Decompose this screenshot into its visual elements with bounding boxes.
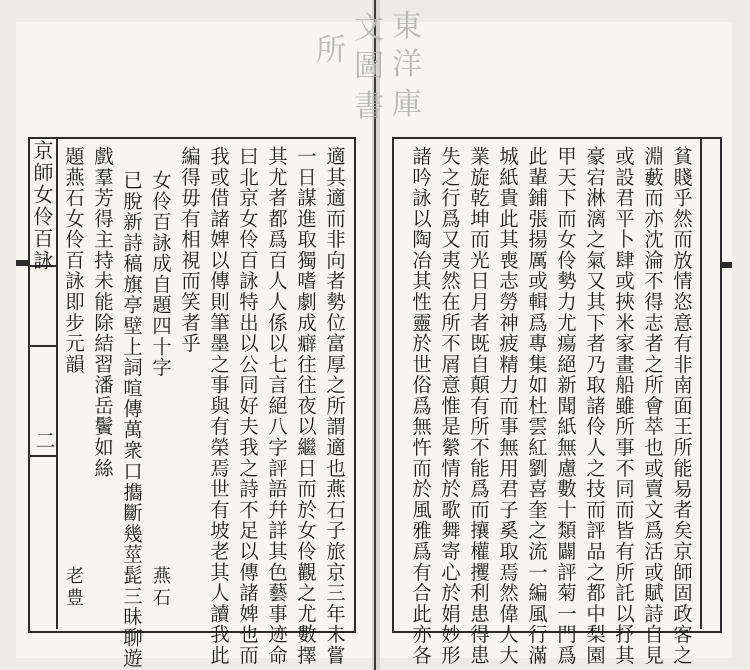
page-tab-mark [16, 260, 28, 266]
text-column: 豪宕淋漓之氣又其下者乃取諸伶人之技而評品之都中梨園 [583, 146, 606, 666]
text-column: 我或借諸婢以傳則筆墨之事與有榮焉世有坡老其人讀我此 [207, 146, 230, 666]
seal-char: 書 [354, 89, 384, 124]
text-column: 題燕石女伶百詠即步元韻 [62, 146, 85, 375]
text-column: 適其適而非向者勢位富厚之所謂適也燕石子旅京三年未嘗 [323, 146, 346, 666]
text-column: 其尤者都爲百人人係以七言絕八字評語幷詳其色藝事迹命 [265, 146, 288, 666]
text-column: 甲天下而女伶勢力尤瘍絕新聞紙無慮數十類闢評菊一門爲 [554, 146, 577, 666]
title-divider [28, 455, 58, 457]
text-column: 淵藪而亦沈淪不得志者之所會萃也或賣文爲活或賦詩自見 [641, 146, 664, 666]
text-column: 曰北京女伶百詠特出以公同好夫我之詩不足以傳諸婢也而 [236, 146, 259, 666]
text-column: 一日謀進取獨嗜劇成癖往往夜以繼日而於女伶觀之尤數擇 [294, 146, 317, 666]
book-title: 京師女伶百詠 [30, 140, 54, 272]
seal-char: 洋 [392, 47, 422, 82]
text-column: 貧賤乎然而放情恣意有非南面王所能易者矣京師固政客之 [670, 146, 693, 666]
text-column: 已脫新詩稿旗亭壁上詞喧傳萬衆口㩦斷幾莖髭三昧聊遊 [120, 170, 143, 669]
signature: 燕石 [150, 566, 171, 610]
seal-char: 東 [392, 9, 422, 44]
text-column: 城紙貴此其喪志勞神疲精力而事無用君子奚取焉然偉人大 [496, 146, 519, 666]
library-seal [310, 6, 428, 136]
page-tab-mark [720, 262, 732, 268]
title-column-rule [56, 137, 58, 629]
text-column: 或設君平卜肆或挾米家畫船雖所事不同而皆有所託以抒其 [612, 146, 635, 666]
seal-char: 圖 [354, 49, 384, 84]
seal-char: 庫 [392, 87, 422, 122]
text-column: 業旋乾坤而光日月者既自顛有所不能爲而攘權攫利患得患 [467, 146, 490, 666]
text-column: 編得毋有相視而笑者乎 [178, 146, 201, 354]
text-column: 此輩鋪張揚厲或輯爲專集如杜雲紅劉喜奎之流一編風行滿 [525, 146, 548, 666]
text-column: 戲羣芳得主持未能除結習潘岳鬢如絲 [91, 146, 114, 479]
signature: 老豊 [63, 566, 84, 610]
text-column: 諸吟詠以陶冶其性靈於世俗爲無忤而於風雅爲有合此亦各 [409, 146, 432, 666]
text-column: 失之行爲又夷然在所不屑意惟是縈情於歌舞寄心於娟妙形 [438, 146, 461, 666]
outer-column-rule [700, 137, 702, 629]
page-number: 二 [32, 430, 56, 450]
seal-char: 文 [354, 11, 384, 46]
title-divider [28, 345, 58, 347]
seal-char: 所 [316, 33, 346, 68]
text-column: 女伶百詠成自題四十字 [149, 170, 172, 378]
